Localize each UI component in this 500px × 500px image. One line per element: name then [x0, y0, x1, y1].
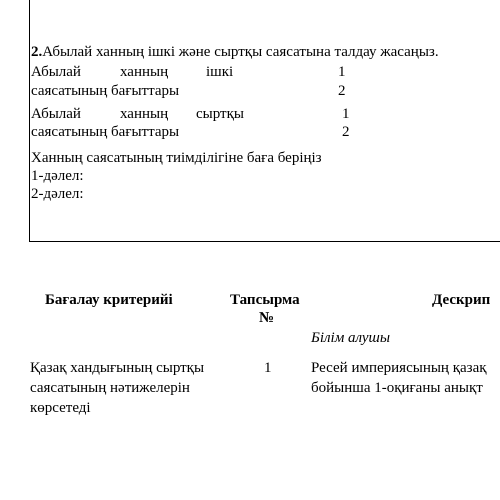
argument-1-label: 1-дәлел: [31, 168, 84, 184]
descriptor-line-1: Ресей империясының қазақ [311, 360, 487, 376]
internal-policy-word-3: ішкі [206, 64, 234, 80]
external-policy-word-1: Абылай [31, 106, 81, 122]
external-policy-word-2: ханның [120, 106, 169, 122]
learner-label: Білім алушы [311, 330, 391, 346]
criterion-line-2: саясатының нәтижелерін [30, 380, 190, 396]
task-prompt [31, 44, 439, 61]
internal-policy-number-1: 1 [338, 64, 346, 80]
external-policy-line-2: саясатының бағыттары [31, 124, 180, 140]
criterion-line-3: көрсетеді [30, 400, 91, 416]
task-number: 2. [31, 44, 43, 60]
task-number-cell: 1 [264, 360, 272, 376]
evaluate-instruction: Ханның саясатының тиімділігіне баға беріңіз [31, 150, 322, 166]
task-number-header: Тапсырма [230, 292, 300, 308]
criterion-line-1: Қазақ хандығының сыртқы [30, 360, 205, 376]
external-policy-number-2: 2 [342, 124, 350, 140]
descriptor-header: Дескрип [432, 292, 491, 308]
internal-policy-word-2: ханның [120, 64, 169, 80]
external-policy-number-1: 1 [342, 106, 350, 122]
external-policy-word-3: сыртқы [196, 106, 244, 122]
descriptor-line-2: бойынша 1-оқиғаны анықт [311, 380, 483, 396]
internal-policy-word-1: Абылай [31, 64, 81, 80]
internal-policy-line-2: саясатының бағыттары [31, 83, 180, 99]
task-number-header-symbol: № [259, 310, 275, 326]
criteria-header: Бағалау критерийі [45, 292, 173, 308]
task-box [29, 0, 500, 242]
internal-policy-number-2: 2 [338, 83, 346, 99]
argument-2-label: 2-дәлел: [31, 186, 84, 202]
task-prompt-text: Абылай ханның ішкі және сыртқы саясатына талдау жасаңыз. [42, 44, 439, 60]
